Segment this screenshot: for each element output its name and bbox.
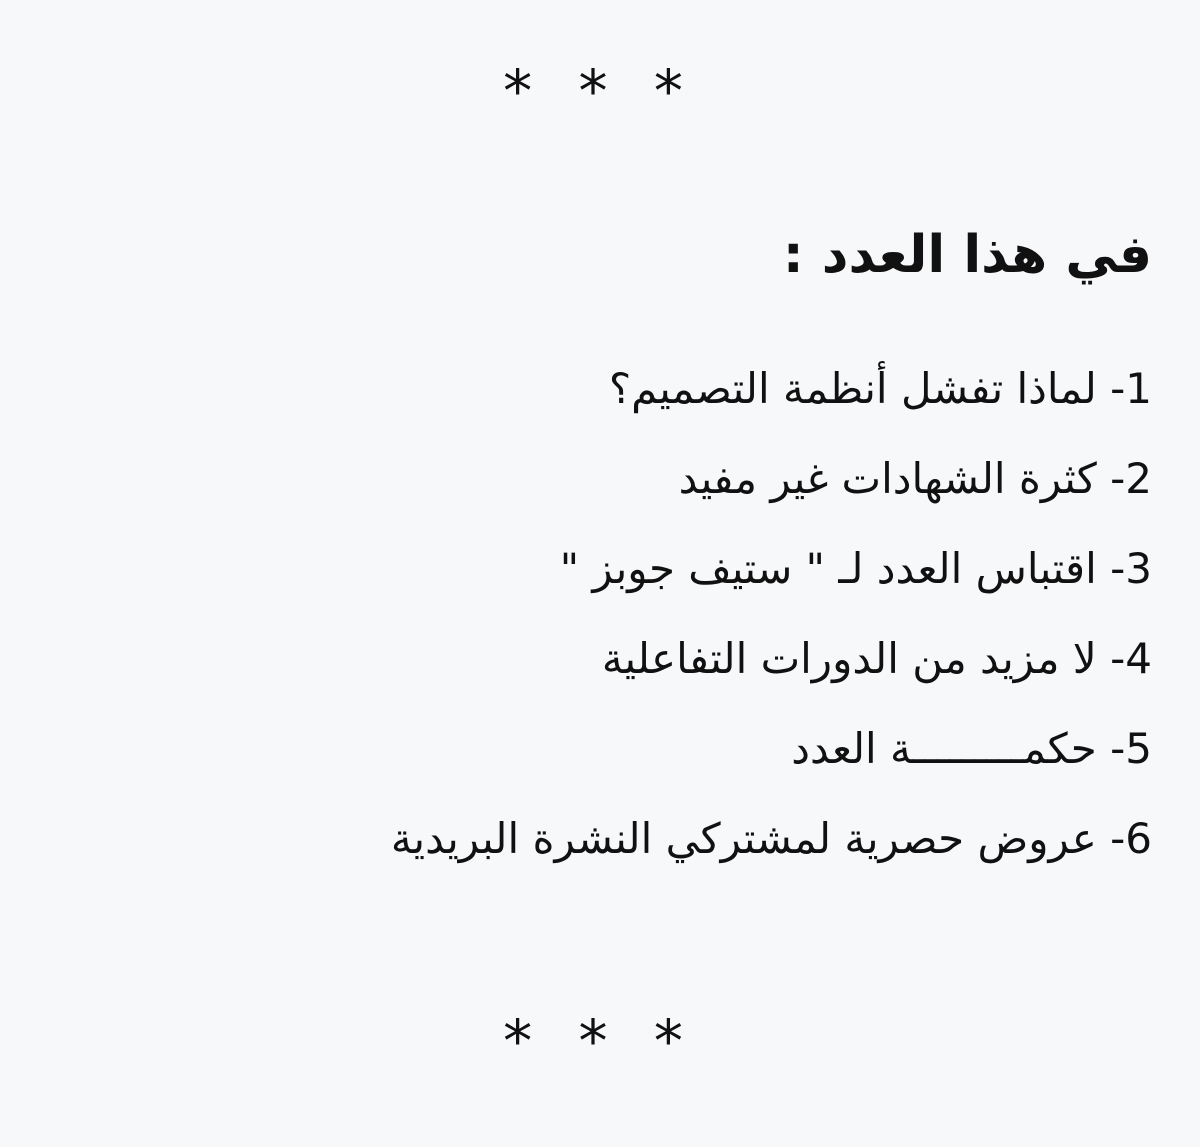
list-item: 4- لا مزيد من الدورات التفاعلية [601, 634, 1152, 683]
list-item: 1- لماذا تفشل أنظمة التصميم؟ [608, 364, 1152, 413]
separator-bottom: * * * [503, 1007, 697, 1075]
section-heading: في هذا العدد : [782, 225, 1152, 285]
list-item: 3- اقتباس العدد لـ " ستيف جوبز " [559, 544, 1152, 593]
list-item: 5- حكمـــــــــة العدد [791, 724, 1152, 773]
separator-top: * * * [503, 57, 697, 125]
list-item: 2- كثرة الشهادات غير مفيد [678, 454, 1152, 503]
contents-list [391, 356, 1152, 896]
list-item: 6- عروض حصرية لمشتركي النشرة البريدية [390, 814, 1152, 863]
